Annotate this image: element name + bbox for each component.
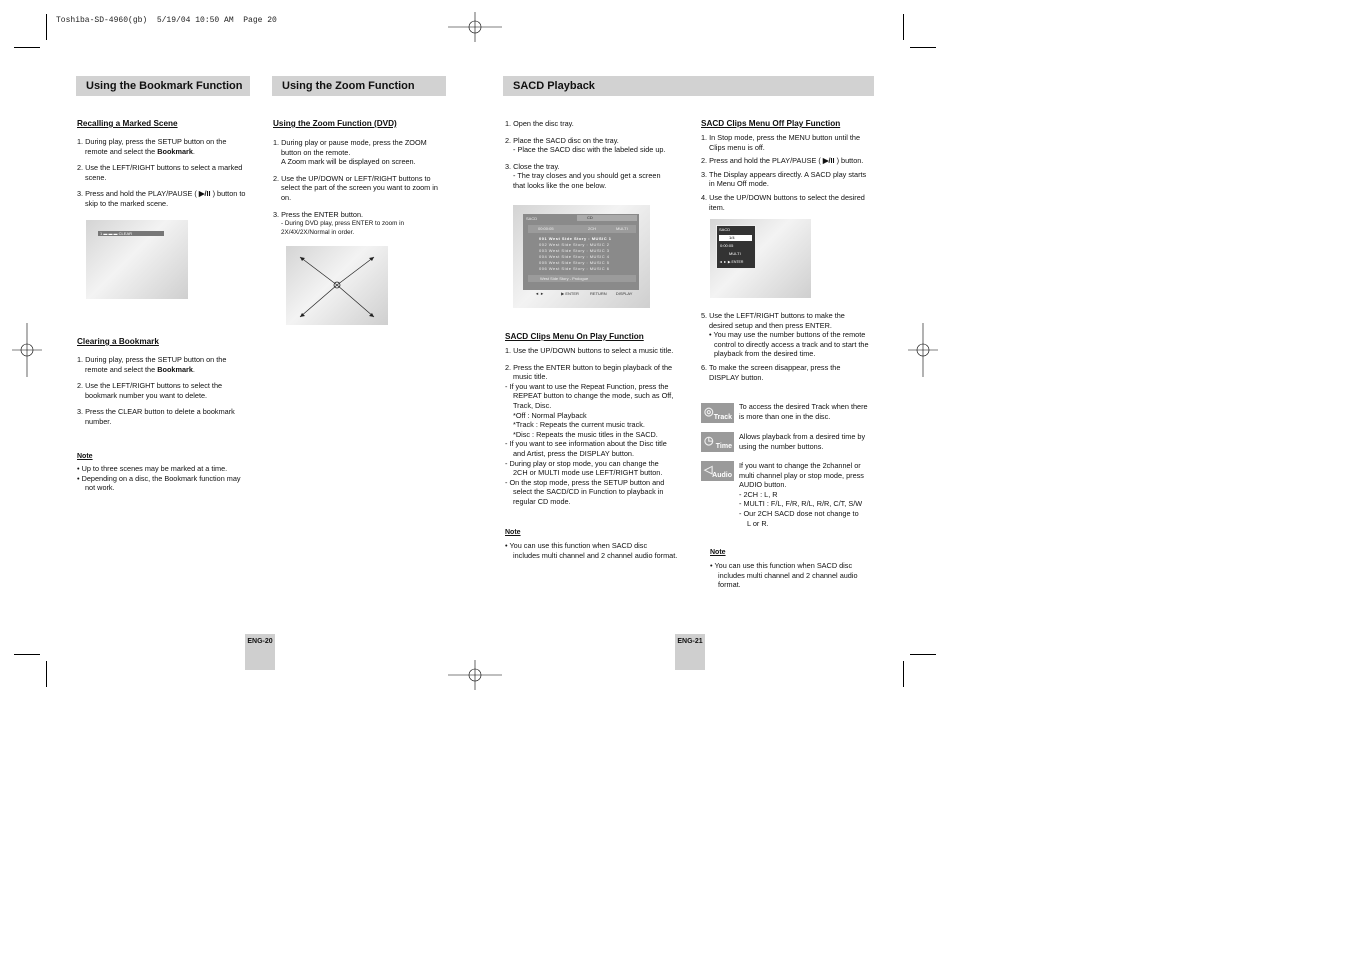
zoom-steps: 1. During play or pause mode, press the ZOOM button on the remote. A Zoom mark will be displayed on screen. 2. Use the UP/DOWN or LEFT/RIGHT buttons to select the part of the screen you want to zoom in on. 3. Press the ENTER button. - During DVD play, press ENTER to zoom in 2X/4X/2X/Normal in order. xyxy=(273,138,438,237)
sacd-title: SACD Playback xyxy=(503,76,874,96)
time-icon-text: Allows playback from a desired time by using the number buttons. xyxy=(739,432,866,451)
crop-mark xyxy=(903,661,904,687)
bookmark-notes: • Up to three scenes may be marked at a time. • Depending on a disc, the Bookmark function may not work. xyxy=(77,464,241,493)
crop-mark xyxy=(910,654,936,655)
menu-track-row[interactable]: 001 West Side Story : MUSIC 1 xyxy=(539,236,612,241)
audio-icon-text: If you want to change the 2channel or multi channel play or stop mode, press AUDIO button. - 2CH : L, R - MULTI : F/L, F/R, R/L, R/R, C/T, S/W - Our 2CH SACD dose not change to L or R. xyxy=(739,461,864,528)
menu-track-row[interactable]: 004 West Side Story : MUSIC 4 xyxy=(539,254,610,259)
crop-mark xyxy=(46,661,47,687)
speaker-icon: ◁ xyxy=(704,464,713,476)
recall-steps: 1. During play, press the SETUP button on the remote and select the Bookmark. 2. Use the LEFT/RIGHT buttons to select a marked scene. 3. Press and hold the PLAY/PAUSE ( ▶/II ) button to skip to the marked scene. xyxy=(77,137,246,208)
off-note-heading: Note xyxy=(710,549,726,556)
menu-track-row[interactable]: 006 West Side Story : MUSIC 6 xyxy=(539,266,610,271)
menu-button-hints: ◄ ► ▶ ENTER RETURN DISPLAY xyxy=(535,291,633,296)
registration-mark-bottom xyxy=(448,660,502,690)
off-play-screen-image xyxy=(710,219,811,298)
clear-heading: Clearing a Bookmark xyxy=(77,337,159,346)
menu-sacd-tab: SACD xyxy=(526,216,538,221)
zoom-screen-image xyxy=(286,246,388,325)
clock-icon: ◷ xyxy=(704,435,714,447)
time-icon: ◷ Time xyxy=(701,432,734,452)
registration-mark-top xyxy=(448,12,502,42)
bookmark-bar: 1 ▬ ▬ ▬ CLEAR xyxy=(98,231,164,236)
clear-steps: 1. During play, press the SETUP button on the remote and select the Bookmark. 2. Use the LEFT/RIGHT buttons to select the bookmark number you want to delete. 3. Press the CLEAR button to delete a bookmark number. xyxy=(77,355,235,426)
menu-track-row[interactable]: 005 West Side Story : MUSIC 5 xyxy=(539,260,610,265)
sacd-menu-panel xyxy=(523,214,639,290)
off-play-steps: 1. In Stop mode, press the MENU button until the Clips menu is off. 2. Press and hold the PLAY/PAUSE ( ▶/II ) button. 3. The Display appears directly. A SACD play starts in Menu Off mode. 4. Use the UP/DOWN buttons to select the desired item. xyxy=(701,133,867,212)
page-number-left: ENG-20 xyxy=(245,634,275,670)
track-icon: ◎ Track xyxy=(701,403,734,423)
crop-mark xyxy=(14,47,40,48)
menu-now-playing: West Side Story - Prologue xyxy=(528,275,636,282)
bookmark-note-heading: Note xyxy=(77,453,93,460)
menu-track-row[interactable]: 002 West Side Story : MUSIC 2 xyxy=(539,242,610,247)
off-note: • You can use this function when SACD disc includes multi channel and 2 channel audio format. xyxy=(710,561,858,590)
audio-icon: ◁ Audio xyxy=(701,461,734,481)
off-play-more-steps: 5. Use the LEFT/RIGHT buttons to make the desired setup and then press ENTER. • You may use the number buttons of the remote control to directly access a track and to start the playback from the desired time. 6. To make the screen disappear, press the DISPLAY button. xyxy=(701,311,869,382)
crop-mark xyxy=(903,14,904,40)
crop-mark xyxy=(910,47,936,48)
mini-menu-title: SACD xyxy=(719,227,731,232)
registration-mark-left xyxy=(12,323,42,377)
crop-mark xyxy=(46,14,47,40)
bookmark-title: Using the Bookmark Function xyxy=(76,76,250,96)
sacd-note: • You can use this function when SACD disc includes multi channel and 2 channel audio format. xyxy=(505,541,678,560)
mini-menu-audio[interactable]: MULTI xyxy=(729,251,741,256)
mini-menu-time[interactable]: 0:00:05 xyxy=(720,243,734,248)
on-play-steps: 1. Use the UP/DOWN buttons to select a music title. 2. Press the ENTER button to begin playback of the music title. - If you want to use the Repeat Function, press the REPEAT button to change the mode, such as Off, Track, Disc. *Off : Normal Playback *Track : Repeats the current music track. *Disc : Repeats the music titles in the SACD. - If you want to see information about the Disc title and Artist, press the DISPLAY button. - During play or stop mode, you can change the 2CH or MULTI mode use LEFT/RIGHT button. - On the stop mode, press the SETUP button and select the SACD/CD in Function to playback in regular CD mode. xyxy=(505,346,674,506)
menu-cd-tab: CD xyxy=(577,215,637,221)
track-icon-text: To access the desired Track when there is more than one in the disc. xyxy=(739,402,868,421)
registration-mark-right xyxy=(908,323,938,377)
on-play-heading: SACD Clips Menu On Play Function xyxy=(505,332,644,341)
zoom-heading: Using the Zoom Function (DVD) xyxy=(273,119,397,128)
off-play-heading: SACD Clips Menu Off Play Function xyxy=(701,119,841,128)
print-header: Toshiba-SD-4960(gb) 5/19/04 10:50 AM Page 20 xyxy=(56,16,277,25)
mini-menu-panel xyxy=(716,225,756,269)
recall-heading: Recalling a Marked Scene xyxy=(77,119,178,128)
zoom-title: Using the Zoom Function xyxy=(272,76,446,96)
bookmark-screen-image xyxy=(86,220,188,299)
sacd-menu-screen-image xyxy=(513,205,650,308)
page-number-right: ENG-21 xyxy=(675,634,705,670)
zoom-arrows-icon xyxy=(286,246,388,325)
sacd-note-heading: Note xyxy=(505,529,521,536)
sacd-intro-steps: 1. Open the disc tray. 2. Place the SACD disc on the tray. - Place the SACD disc with the labeled side up. 3. Close the tray. - The tray closes and you should get a screen that looks like the one below. xyxy=(505,119,666,190)
menu-track-row[interactable]: 003 West Side Story : MUSIC 3 xyxy=(539,248,610,253)
mini-menu-hints: ◄ ► ▶ ENTER xyxy=(719,260,744,264)
crop-mark xyxy=(14,654,40,655)
menu-status-row: 00:00:05 2CH MULTI xyxy=(528,225,636,233)
mini-menu-track[interactable]: 1/4 xyxy=(719,235,752,241)
track-glyph-icon: ◎ xyxy=(704,406,714,418)
